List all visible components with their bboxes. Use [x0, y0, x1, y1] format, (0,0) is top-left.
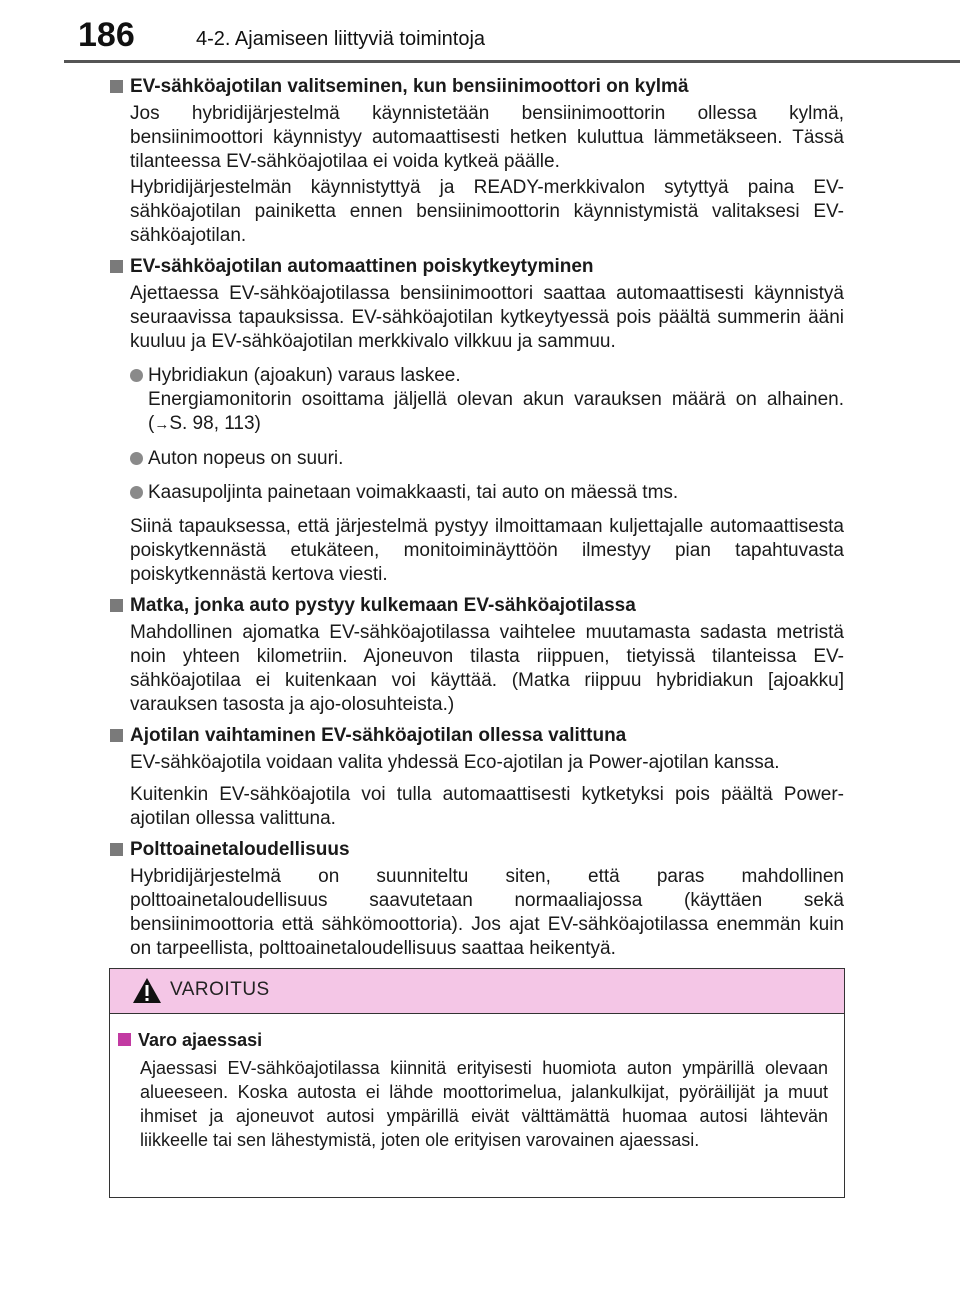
warning-label: VAROITUS: [170, 979, 270, 1000]
list-item-text: Kaasupoljinta painetaan voimakkaasti, tai auto on mäessä tms.: [148, 482, 679, 503]
section-heading: [108, 723, 844, 749]
section-heading: [108, 254, 844, 280]
page-header: [0, 0, 960, 62]
warning-body: [110, 1014, 844, 1152]
section-title: Polttoainetaloudellisuus: [130, 839, 350, 860]
section-title: EV-sähköajotilan valitseminen, kun bensiinimoottori on kylmä: [130, 76, 689, 97]
list-item-text: Hybridiakun (ajoakun) varaus laskee.: [148, 365, 461, 386]
arrow-right-icon: →: [154, 416, 170, 433]
section-heading: [108, 837, 844, 863]
list-item: [108, 447, 844, 471]
paragraph: Hybridijärjestelmän käynnistyttyä ja READY-merkkivalon sytyttyä paina EV-sähköajotilan painiketta ennen bensiinimoottorin käynnistymistä valitaksesi EV-sähköajotilan.: [130, 177, 844, 246]
square-bullet-icon: [118, 1033, 131, 1046]
page-reference: S. 98, 113): [169, 413, 261, 434]
square-bullet-icon: [110, 599, 123, 612]
section-title: Ajotilan vaihtaminen EV-sähköajotilan ollessa valittuna: [130, 725, 627, 746]
page-number: 186: [78, 16, 135, 54]
warning-subtitle: [118, 1028, 828, 1052]
round-bullet-icon: [130, 452, 143, 465]
paragraph: Hybridijärjestelmä on suunniteltu siten, että paras mahdollinen polttoainetaloudellisuus saavutetaan normaaliajossa (käyttäen sekä bensiinimoottoria että sähkömoottoria). Jos ajat EV-sähköajotilassa enemmän kuin on tarpeellista, polttoainetaloudellisuus saattaa heikentyä.: [130, 866, 844, 959]
warning-box: [109, 968, 845, 1198]
warning-text: Ajaessasi EV-sähköajotilassa kiinnitä erityisesti huomiota auton ympärillä olevaan alueeseen. Koska autosta ei lähde moottorimelua, jalankulkijat, pyöräilijät ja muut ihmiset ja ajoneuvot autosi ympärillä eivät välttämättä huomaa autosi lähtevän liikkeelle tai sen lähestymistä, joten ole erityisen varovainen ajaessasi.: [140, 1058, 828, 1150]
square-bullet-icon: [110, 80, 123, 93]
chapter-title: 4-2. Ajamiseen liittyviä toimintoja: [196, 28, 486, 50]
round-bullet-icon: [130, 369, 143, 382]
list-item-text: Auton nopeus on suuri.: [148, 448, 344, 469]
paragraph: Kuitenkin EV-sähköajotila voi tulla automaattisesti kytketyksi pois päältä Power-ajotilan ollessa valittuna.: [130, 784, 844, 829]
list-item: [108, 364, 844, 437]
paragraph: Siinä tapauksessa, että järjestelmä pystyy ilmoittamaan kuljettajalle automaattisesta poiskytkennästä etukäteen, monitoiminäyttöön ilmestyy pian tapahtuvasta poiskytkennästä kertova viesti.: [130, 516, 844, 585]
section-heading: [108, 74, 844, 100]
list-item-text: Energiamonitorin osoittama jäljellä olevan akun varauksen määrä on alhainen. (: [148, 389, 844, 434]
paragraph: Jos hybridijärjestelmä käynnistetään bensiinimoottorin ollessa kylmä, bensiinimoottori käynnistyy automaattisesti hetken kuluttua lämmetäkseen. Tässä tilanteessa EV-sähköajotilaa ei voida kytkeä päälle.: [130, 103, 844, 172]
warning-triangle-icon: [132, 977, 162, 1004]
warning-header: [110, 969, 844, 1014]
section-title: EV-sähköajotilan automaattinen poiskytkeytyminen: [130, 256, 594, 277]
warning-subtitle-text: Varo ajaessasi: [138, 1030, 263, 1050]
square-bullet-icon: [110, 729, 123, 742]
section-title: Matka, jonka auto pystyy kulkemaan EV-sähköajotilassa: [130, 595, 636, 616]
list-item: [108, 481, 844, 505]
paragraph: Mahdollinen ajomatka EV-sähköajotilassa vaihtelee muutamasta sadasta metristä noin yhteen kilometriin. Ajoneuvon tilasta riippuen, tietyissä tilanteissa EV-sähköajotilaa ei kuitenkaan voi käyttää. (Matka riippuu hybridiakun [ajoakku] varauksen tasosta ja ajo-olosuhteista.): [130, 622, 844, 715]
paragraph: Ajettaessa EV-sähköajotilassa bensiinimoottori saattaa automaattisesti käynnistyä seuraavissa tapauksissa. EV-sähköajotilan kytkeytyessä pois päältä summerin ääni kuuluu ja EV-sähköajotilan merkkivalo vilkkuu ja sammuu.: [130, 283, 844, 352]
square-bullet-icon: [110, 260, 123, 273]
round-bullet-icon: [130, 486, 143, 499]
paragraph: EV-sähköajotila voidaan valita yhdessä Eco-ajotilan ja Power-ajotilan kanssa.: [130, 752, 780, 773]
section-heading: [108, 593, 844, 619]
main-content: [108, 68, 844, 967]
square-bullet-icon: [110, 843, 123, 856]
header-divider: [64, 60, 960, 63]
